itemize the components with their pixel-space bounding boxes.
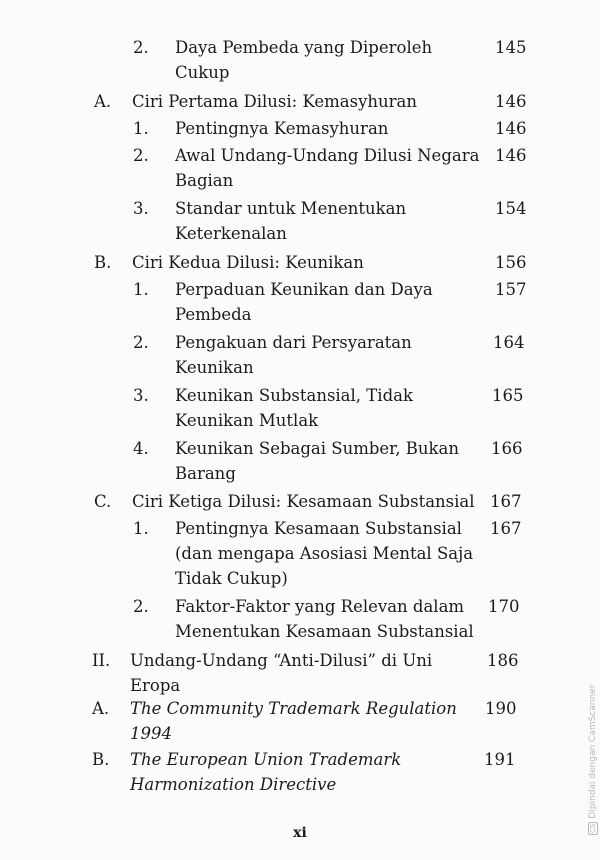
entry-number: 3. bbox=[133, 199, 149, 218]
page-footer-numeral: xi bbox=[293, 825, 307, 841]
entry-number: 1. bbox=[133, 519, 149, 538]
entry-number: 2. bbox=[133, 38, 149, 57]
entry-page-number: 156 bbox=[495, 253, 527, 272]
entry-title: Awal Undang-Undang Dilusi Negara Bagian bbox=[175, 146, 480, 190]
entry-title: The European Union Trademark Harmonization Directive bbox=[130, 750, 402, 794]
entry-page-number: 146 bbox=[495, 146, 527, 165]
entry-letter: B. bbox=[94, 253, 112, 272]
entry-page-number: 154 bbox=[495, 199, 527, 218]
entry-page-number: 190 bbox=[485, 699, 517, 718]
entry-page-number: 146 bbox=[495, 119, 527, 138]
entry-roman-numeral: II. bbox=[92, 651, 111, 670]
entry-page-number: 186 bbox=[487, 651, 519, 670]
entry-title: Perpaduan Keunikan dan Daya Pembeda bbox=[175, 280, 433, 324]
entry-title: Standar untuk Menentukan Keterkenalan bbox=[175, 199, 407, 243]
entry-number: 4. bbox=[133, 439, 149, 458]
entry-title: Ciri Pertama Dilusi: Kemasyhuran bbox=[132, 92, 418, 111]
entry-title: Daya Pembeda yang Diperoleh Cukup bbox=[175, 38, 433, 82]
entry-title: Keunikan Sebagai Sumber, Bukan Barang bbox=[175, 439, 459, 483]
entry-page-number: 166 bbox=[491, 439, 523, 458]
entry-page-number: 157 bbox=[495, 280, 527, 299]
camscanner-logo-icon: CS bbox=[589, 823, 597, 833]
entry-letter: C. bbox=[94, 492, 112, 511]
entry-letter: A. bbox=[94, 92, 112, 111]
entry-page-number: 167 bbox=[490, 519, 522, 538]
entry-title: The Community Trademark Regulation 1994 bbox=[130, 699, 457, 743]
scanner-watermark bbox=[588, 685, 598, 835]
entry-number: 1. bbox=[133, 280, 149, 299]
entry-page-number: 165 bbox=[492, 386, 524, 405]
entry-title: Pengakuan dari Persyaratan Keunikan bbox=[175, 333, 412, 377]
entry-page-number: 191 bbox=[484, 750, 516, 769]
entry-title: Keunikan Substansial, Tidak Keunikan Mutlak bbox=[175, 386, 413, 430]
entry-page-number: 146 bbox=[495, 92, 527, 111]
entry-title: Ciri Ketiga Dilusi: Kesamaan Substansial bbox=[132, 492, 475, 511]
entry-title: Pentingnya Kesamaan Substansial (dan mengapa Asosiasi Mental Saja Tidak Cukup) bbox=[175, 519, 474, 588]
entry-page-number: 145 bbox=[495, 38, 527, 57]
entry-page-number: 164 bbox=[493, 333, 525, 352]
entry-title: Undang-Undang “Anti-Dilusi” di Uni Eropa bbox=[130, 651, 433, 695]
entry-letter: A. bbox=[92, 699, 110, 718]
entry-title: Faktor-Faktor yang Relevan dalam Menentukan Kesamaan Substansial bbox=[175, 597, 474, 641]
entry-page-number: 167 bbox=[490, 492, 522, 511]
entry-number: 2. bbox=[133, 597, 149, 616]
entry-number: 2. bbox=[133, 333, 149, 352]
watermark-text: Dipindai dengan CamScanner bbox=[588, 684, 598, 819]
entry-number: 2. bbox=[133, 146, 149, 165]
entry-title: Ciri Kedua Dilusi: Keunikan bbox=[132, 253, 364, 272]
entry-page-number: 170 bbox=[488, 597, 520, 616]
entry-number: 1. bbox=[133, 119, 149, 138]
entry-title: Pentingnya Kemasyhuran bbox=[175, 119, 389, 138]
entry-letter: B. bbox=[92, 750, 110, 769]
entry-number: 3. bbox=[133, 386, 149, 405]
